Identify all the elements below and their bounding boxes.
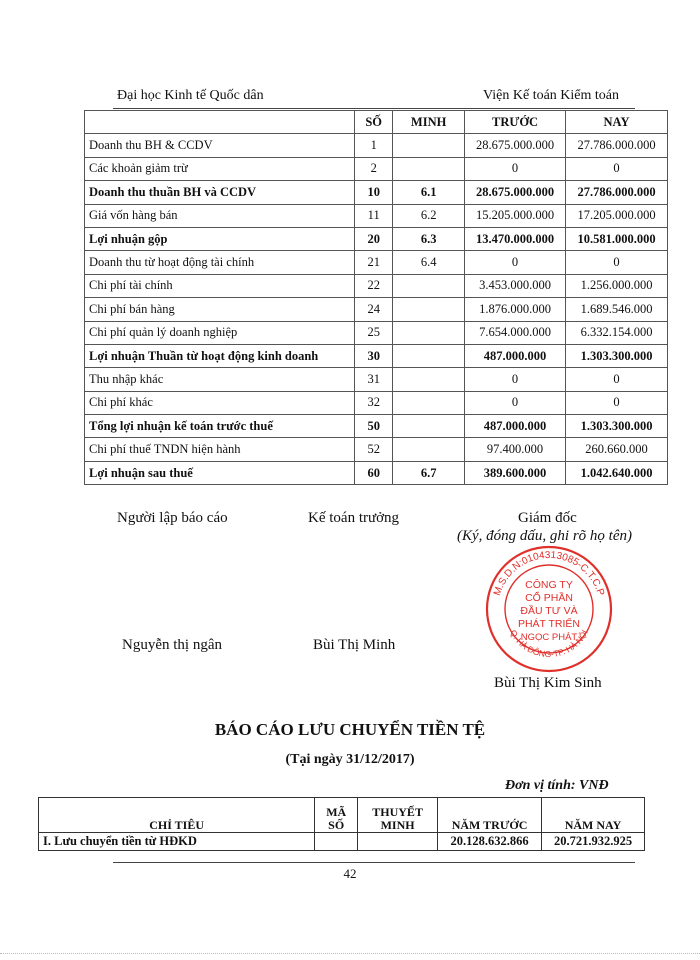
row-code: 22 <box>355 274 393 297</box>
row-curr: 1.042.640.000 <box>566 461 668 484</box>
row-curr: 0 <box>566 251 668 274</box>
header-cell: MINH <box>393 111 465 134</box>
row-note <box>393 274 465 297</box>
table-row <box>85 298 668 321</box>
row-curr: 10.581.000.000 <box>566 227 668 250</box>
table-row <box>85 344 668 367</box>
row-label: Lợi nhuận sau thuế <box>85 461 355 484</box>
header-rule <box>113 108 635 109</box>
row-code: 1 <box>355 134 393 157</box>
row-code: 50 <box>355 415 393 438</box>
table-row <box>85 321 668 344</box>
row-label: Chi phí bán hàng <box>85 298 355 321</box>
row-label: Các khoản giảm trừ <box>85 157 355 180</box>
row-label: Doanh thu thuần BH và CCDV <box>85 181 355 204</box>
seal-line: NGỌC PHÁT <box>520 632 578 643</box>
row-note <box>393 391 465 414</box>
row-code: 30 <box>355 344 393 367</box>
row-prev: 389.600.000 <box>465 461 566 484</box>
header-cell: MÃ SỐ <box>315 798 358 833</box>
row-code: 32 <box>355 391 393 414</box>
header-cell: SỐ <box>355 111 393 134</box>
header-cell <box>85 111 355 134</box>
director-note: (Ký, đóng dấu, ghi rõ họ tên) <box>457 528 632 544</box>
table-row <box>85 415 668 438</box>
table-row <box>85 134 668 157</box>
row-prev: 7.654.000.000 <box>465 321 566 344</box>
director-name: Bùi Thị Kim Sinh <box>494 675 602 691</box>
page-bottom-edge <box>0 953 700 954</box>
page-number: 42 <box>343 866 357 881</box>
row-curr: 1.303.300.000 <box>566 344 668 367</box>
row-code: 24 <box>355 298 393 321</box>
row-prev: 3.453.000.000 <box>465 274 566 297</box>
row-label: Doanh thu BH & CCDV <box>85 134 355 157</box>
row-prev: 20.128.632.866 <box>438 833 542 851</box>
seal-line: CỔ PHẦN <box>525 592 573 604</box>
table-row <box>85 227 668 250</box>
row-curr: 17.205.000.000 <box>566 204 668 227</box>
row-label: Chi phí thuế TNDN hiện hành <box>85 438 355 461</box>
table-row <box>85 157 668 180</box>
table-row <box>39 833 645 851</box>
unit-label: Đơn vị tính: VNĐ <box>505 778 609 793</box>
table-row <box>85 181 668 204</box>
row-note: 6.2 <box>393 204 465 227</box>
table-row <box>85 274 668 297</box>
row-curr: 1.689.546.000 <box>566 298 668 321</box>
row-label: Chi phí quản lý doanh nghiệp <box>85 321 355 344</box>
row-note <box>393 321 465 344</box>
row-prev: 0 <box>465 157 566 180</box>
row-prev: 13.470.000.000 <box>465 227 566 250</box>
page-header-right: Viện Kế toán Kiểm toán <box>483 88 620 103</box>
row-label: Chi phí khác <box>85 391 355 414</box>
director-title: Giám đốc <box>518 510 577 526</box>
header-cell: NĂM TRƯỚC <box>438 798 542 833</box>
seal-line: ĐẦU TƯ VÀ <box>520 605 578 617</box>
row-note <box>393 157 465 180</box>
page-header-left: Đại học Kinh tế Quốc dân <box>117 88 264 103</box>
row-prev: 0 <box>465 391 566 414</box>
row-code <box>315 833 358 851</box>
row-prev: 487.000.000 <box>465 344 566 367</box>
preparer-name: Nguyễn thị ngân <box>122 637 222 653</box>
row-prev: 0 <box>465 368 566 391</box>
row-curr: 0 <box>566 391 668 414</box>
company-seal <box>484 544 614 674</box>
row-label: Doanh thu từ hoạt động tài chính <box>85 251 355 274</box>
row-note <box>393 368 465 391</box>
row-label: Chi phí tài chính <box>85 274 355 297</box>
row-curr: 260.660.000 <box>566 438 668 461</box>
row-code: 11 <box>355 204 393 227</box>
seal-ring-bottom: Q. HÀ ĐÔNG-TP. HÀ NỘI <box>508 628 590 660</box>
row-code: 21 <box>355 251 393 274</box>
row-label: Lợi nhuận gộp <box>85 227 355 250</box>
preparer-title: Người lập báo cáo <box>117 510 228 526</box>
cashflow-title: BÁO CÁO LƯU CHUYỂN TIỀN TỆ <box>214 720 486 739</box>
row-note: 6.4 <box>393 251 465 274</box>
header-cell: NĂM NAY <box>542 798 645 833</box>
row-prev: 487.000.000 <box>465 415 566 438</box>
row-label: I. Lưu chuyển tiền từ HĐKD <box>39 833 315 851</box>
seal-line: PHÁT TRIỂN <box>517 618 581 630</box>
row-code: 20 <box>355 227 393 250</box>
row-label: Tổng lợi nhuận kế toán trước thuế <box>85 415 355 438</box>
row-note <box>393 134 465 157</box>
row-note: 6.7 <box>393 461 465 484</box>
cashflow-table <box>38 797 645 851</box>
table-row <box>85 368 668 391</box>
row-curr: 27.786.000.000 <box>566 134 668 157</box>
table-header-row <box>39 798 645 833</box>
row-note <box>393 344 465 367</box>
row-code: 52 <box>355 438 393 461</box>
row-curr: 0 <box>566 157 668 180</box>
row-curr: 6.332.154.000 <box>566 321 668 344</box>
seal-line: CÔNG TY <box>525 579 573 591</box>
row-label: Giá vốn hàng bán <box>85 204 355 227</box>
footer-rule <box>113 862 635 863</box>
row-prev: 28.675.000.000 <box>465 181 566 204</box>
income-statement-table <box>84 110 668 485</box>
header-cell: THUYẾT MINH <box>358 798 438 833</box>
row-curr: 20.721.932.925 <box>542 833 645 851</box>
row-prev: 28.675.000.000 <box>465 134 566 157</box>
table-row <box>85 204 668 227</box>
row-curr: 0 <box>566 368 668 391</box>
row-label: Thu nhập khác <box>85 368 355 391</box>
row-code: 25 <box>355 321 393 344</box>
row-note: 6.1 <box>393 181 465 204</box>
row-code: 60 <box>355 461 393 484</box>
header-cell: TRƯỚC <box>465 111 566 134</box>
row-prev: 15.205.000.000 <box>465 204 566 227</box>
row-code: 2 <box>355 157 393 180</box>
row-code: 10 <box>355 181 393 204</box>
row-curr: 1.303.300.000 <box>566 415 668 438</box>
accountant-title: Kế toán trưởng <box>308 510 400 526</box>
row-note <box>393 415 465 438</box>
table-row <box>85 461 668 484</box>
table-header-row <box>85 111 668 134</box>
cashflow-date: (Tại ngày 31/12/2017) <box>285 752 415 767</box>
row-prev: 0 <box>465 251 566 274</box>
row-prev: 97.400.000 <box>465 438 566 461</box>
table-row <box>85 251 668 274</box>
table-row <box>85 438 668 461</box>
seal-ring-text: M.S.D.N:0104313085-C.T.C.P <box>491 549 607 598</box>
row-note <box>358 833 438 851</box>
row-note <box>393 298 465 321</box>
accountant-name: Bùi Thị Minh <box>313 637 396 653</box>
table-row <box>85 391 668 414</box>
row-note: 6.3 <box>393 227 465 250</box>
row-prev: 1.876.000.000 <box>465 298 566 321</box>
row-label: Lợi nhuận Thuần từ hoạt động kinh doanh <box>85 344 355 367</box>
header-cell: CHỈ TIÊU <box>39 798 315 833</box>
row-code: 31 <box>355 368 393 391</box>
row-note <box>393 438 465 461</box>
header-cell: NAY <box>566 111 668 134</box>
row-curr: 1.256.000.000 <box>566 274 668 297</box>
row-curr: 27.786.000.000 <box>566 181 668 204</box>
